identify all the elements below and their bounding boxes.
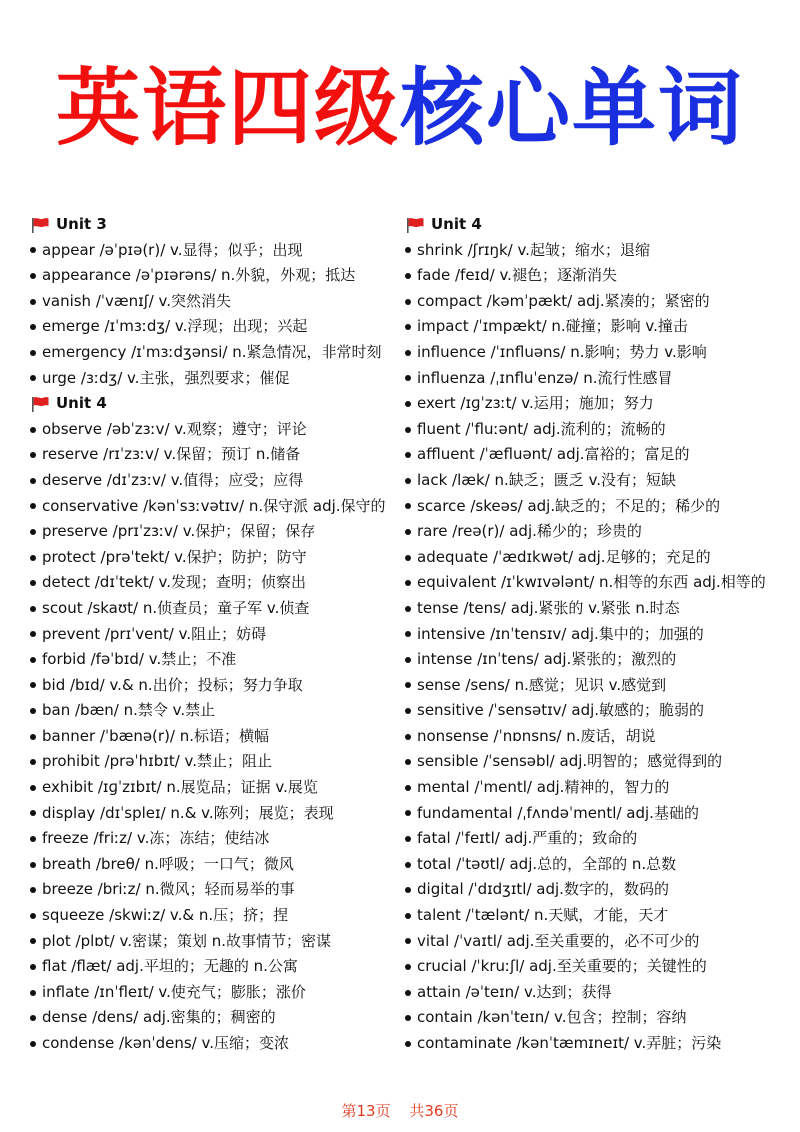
bullet-icon xyxy=(405,529,411,535)
vocab-entry-text: emerge /ɪˈmɜːdʒ/ v.浮现；出现；兴起 xyxy=(42,317,308,336)
vocab-entry xyxy=(405,673,790,699)
vocab-entry-text: tense /tens/ adj.紧张的 v.紧张 n.时态 xyxy=(417,598,680,617)
vocab-entry-text: reserve /rɪˈzɜːv/ v.保留；预订 n.储备 xyxy=(42,445,301,464)
vocab-entry xyxy=(30,570,402,596)
bullet-icon xyxy=(405,299,411,305)
bullet-icon xyxy=(405,810,411,816)
vocab-entry-text: conservative /kənˈsɜːvətɪv/ n.保守派 adj.保守的 xyxy=(42,496,386,515)
vocab-entry-text: plot /plɒt/ v.密谋；策划 n.故事情节；密谋 xyxy=(42,931,332,950)
page-number: 第13页 xyxy=(341,1102,391,1120)
vocab-entry-text: preserve /prɪˈzɜːv/ v.保护；保留；保存 xyxy=(42,522,316,541)
vocab-entry-text: scout /skaʊt/ n.侦查员；童子军 v.侦查 xyxy=(42,598,310,617)
vocab-entry-text: vital /ˈvaɪtl/ adj.至关重要的，必不可少的 xyxy=(417,931,700,950)
vocab-entry-text: affluent /ˈæfluənt/ adj.富裕的；富足的 xyxy=(417,445,690,464)
unit-heading xyxy=(30,212,402,238)
vocab-entry-text: deserve /dɪˈzɜːv/ v.值得；应受；应得 xyxy=(42,470,304,489)
bullet-icon xyxy=(405,1041,411,1047)
unit-heading xyxy=(30,391,402,417)
vocab-entry xyxy=(405,622,790,648)
vocab-entry-text: detect /dɪˈtekt/ v.发现；查明；侦察出 xyxy=(42,573,307,592)
bullet-icon xyxy=(405,503,411,509)
bullet-icon xyxy=(30,734,36,740)
vocab-entry xyxy=(30,903,402,929)
vocab-entry xyxy=(30,673,402,699)
bullet-icon xyxy=(30,580,36,586)
vocab-entry xyxy=(30,442,402,468)
vocab-entry xyxy=(405,749,790,775)
bullet-icon xyxy=(30,862,36,868)
bullet-icon xyxy=(30,375,36,381)
flag-icon xyxy=(30,395,50,413)
vocab-entry xyxy=(405,596,790,622)
bullet-icon xyxy=(405,708,411,714)
vocab-entry xyxy=(30,340,402,366)
bullet-icon xyxy=(405,375,411,381)
vocab-entry xyxy=(405,775,790,801)
vocab-entry-text: sensitive /ˈsensətɪv/ adj.敏感的；脆弱的 xyxy=(417,701,705,720)
bullet-icon xyxy=(30,427,36,433)
vocab-entry-text: ban /bæn/ n.禁令 v.禁止 xyxy=(42,701,216,720)
title-part-blue: 核心单词 xyxy=(400,59,745,157)
page-title xyxy=(0,48,800,168)
vocab-entry-text: freeze /friːz/ v.冻；冻结；使结冰 xyxy=(42,829,270,848)
bullet-icon xyxy=(30,273,36,279)
bullet-icon xyxy=(30,990,36,996)
vocab-entry-text: vanish /ˈvænɪʃ/ v.突然消失 xyxy=(42,291,232,310)
vocab-entry xyxy=(30,622,402,648)
vocab-entry xyxy=(405,314,790,340)
bullet-icon xyxy=(30,887,36,893)
vocab-entry xyxy=(30,1031,402,1057)
vocab-entry-text: adequate /ˈædɪkwət/ adj.足够的；充足的 xyxy=(417,547,711,566)
bullet-icon xyxy=(30,913,36,919)
vocab-entry-text: impact /ˈɪmpækt/ n.碰撞；影响 v.撞击 xyxy=(417,317,688,336)
bullet-icon xyxy=(30,1015,36,1021)
bullet-icon xyxy=(405,1015,411,1021)
bullet-icon xyxy=(405,964,411,970)
vocab-entry xyxy=(30,801,402,827)
vocab-entry xyxy=(30,749,402,775)
vocab-entry xyxy=(405,545,790,571)
vocab-entry xyxy=(30,980,402,1006)
bullet-icon xyxy=(405,427,411,433)
vocab-entry xyxy=(30,263,402,289)
bullet-icon xyxy=(405,759,411,765)
vocab-entry xyxy=(405,519,790,545)
bullet-icon xyxy=(30,1041,36,1047)
vocab-entry-text: shrink /ʃrɪŋk/ v.起皱；缩水；退缩 xyxy=(417,240,650,259)
bullet-icon xyxy=(405,324,411,330)
vocab-entry xyxy=(405,852,790,878)
vocab-entry-text: appear /əˈpɪə(r)/ v.显得；似乎；出现 xyxy=(42,240,303,259)
bullet-icon xyxy=(405,401,411,407)
title-part-red: 英语四级 xyxy=(55,59,400,157)
bullet-icon xyxy=(405,785,411,791)
vocab-entry xyxy=(30,289,402,315)
vocab-entry xyxy=(405,1005,790,1031)
vocab-entry xyxy=(30,314,402,340)
vocab-entry-text: rare /reə(r)/ adj.稀少的；珍贵的 xyxy=(417,522,642,541)
bullet-icon xyxy=(405,657,411,663)
bullet-icon xyxy=(30,299,36,305)
bullet-icon xyxy=(405,631,411,637)
vocab-entry-text: nonsense /ˈnɒnsns/ n.废话，胡说 xyxy=(417,726,656,745)
bullet-icon xyxy=(30,631,36,637)
vocab-entry-text: protect /prəˈtekt/ v.保护；防护；防守 xyxy=(42,547,307,566)
vocab-entry xyxy=(405,647,790,673)
vocab-entry xyxy=(30,366,402,392)
vocab-entry-text: squeeze /skwiːz/ v.& n.压；挤；捏 xyxy=(42,906,289,925)
bullet-icon xyxy=(405,350,411,356)
vocab-entry-text: fade /feɪd/ v.褪色；逐渐消失 xyxy=(417,266,617,285)
bullet-icon xyxy=(30,350,36,356)
vocab-entry-text: prevent /prɪˈvent/ v.阻止；妨碍 xyxy=(42,624,267,643)
vocab-entry xyxy=(405,724,790,750)
vocab-entry-text: breath /breθ/ n.呼吸；一口气；微风 xyxy=(42,854,294,873)
bullet-icon xyxy=(30,785,36,791)
bullet-icon xyxy=(405,862,411,868)
bullet-icon xyxy=(405,478,411,484)
bullet-icon xyxy=(30,657,36,663)
vocab-entry-text: condense /kənˈdens/ v.压缩；变浓 xyxy=(42,1034,289,1052)
unit-heading-label: Unit 4 xyxy=(431,215,482,233)
vocab-entry-text: sense /sens/ n.感觉；见识 v.感觉到 xyxy=(417,675,667,694)
vocab-entry xyxy=(30,724,402,750)
vocab-entry xyxy=(405,980,790,1006)
vocab-entry-text: fatal /ˈfeɪtl/ adj.严重的；致命的 xyxy=(417,829,638,848)
bullet-icon xyxy=(30,606,36,612)
vocab-entry xyxy=(30,519,402,545)
vocab-entry xyxy=(405,698,790,724)
vocab-entry-text: total /ˈtəʊtl/ adj.总的，全部的 n.总数 xyxy=(417,854,677,873)
bullet-icon xyxy=(405,990,411,996)
vocab-entry xyxy=(405,929,790,955)
unit-heading xyxy=(405,212,790,238)
bullet-icon xyxy=(405,887,411,893)
vocab-entry-text: intensive /ɪnˈtensɪv/ adj.集中的；加强的 xyxy=(417,624,704,643)
vocab-entry-text: fluent /ˈfluːənt/ adj.流利的；流畅的 xyxy=(417,419,666,438)
vocab-entry xyxy=(405,417,790,443)
bullet-icon xyxy=(405,606,411,612)
vocab-entry xyxy=(30,852,402,878)
vocab-entry xyxy=(405,391,790,417)
vocab-entry xyxy=(30,775,402,801)
bullet-icon xyxy=(30,452,36,458)
vocab-entry-text: display /dɪˈspleɪ/ n.& v.陈列；展览；表现 xyxy=(42,803,334,822)
vocab-entry xyxy=(30,877,402,903)
left-column xyxy=(30,212,402,1057)
page-footer xyxy=(0,1100,800,1121)
bullet-icon xyxy=(30,708,36,714)
bullet-icon xyxy=(405,836,411,842)
vocab-entry-text: crucial /ˈkruːʃl/ adj.至关重要的；关键性的 xyxy=(417,957,707,976)
vocab-entry-text: inflate /ɪnˈfleɪt/ v.使充气；膨胀；涨价 xyxy=(42,982,306,1001)
vocab-entry xyxy=(30,826,402,852)
bullet-icon xyxy=(30,478,36,484)
vocab-entry xyxy=(405,289,790,315)
vocab-entry xyxy=(405,801,790,827)
vocab-entry xyxy=(405,468,790,494)
vocab-entry-text: compact /kəmˈpækt/ adj.紧凑的；紧密的 xyxy=(417,291,710,310)
vocab-entry xyxy=(30,647,402,673)
bullet-icon xyxy=(30,324,36,330)
right-column xyxy=(405,212,790,1057)
vocab-entry-text: intense /ɪnˈtens/ adj.紧张的；激烈的 xyxy=(417,650,677,669)
vocab-entry xyxy=(405,954,790,980)
vocab-entry-text: forbid /fəˈbɪd/ v.禁止；不准 xyxy=(42,650,237,669)
bullet-icon xyxy=(30,555,36,561)
flag-icon xyxy=(405,216,425,234)
vocab-entry xyxy=(30,238,402,264)
vocab-entry-text: exhibit /ɪɡˈzɪbɪt/ n.展览品；证据 v.展览 xyxy=(42,778,318,797)
vocab-entry-text: influenza /ˌɪnfluˈenzə/ n.流行性感冒 xyxy=(417,368,673,387)
bullet-icon xyxy=(405,734,411,740)
bullet-icon xyxy=(30,759,36,765)
bullet-icon xyxy=(405,938,411,944)
bullet-icon xyxy=(30,964,36,970)
vocab-entry-text: bid /bɪd/ v.& n.出价；投标；努力争取 xyxy=(42,675,303,694)
vocab-entry-text: fundamental /ˌfʌndəˈmentl/ adj.基础的 xyxy=(417,803,699,822)
vocab-entry-text: contain /kənˈteɪn/ v.包含；控制；容纳 xyxy=(417,1008,687,1027)
vocab-entry-text: lack /læk/ n.缺乏；匮乏 v.没有；短缺 xyxy=(417,470,677,489)
bullet-icon xyxy=(30,247,36,253)
vocab-entry-text: contaminate /kənˈtæmɪneɪt/ v.弄脏；污染 xyxy=(417,1034,722,1052)
vocab-entry xyxy=(30,929,402,955)
vocab-entry xyxy=(405,238,790,264)
vocab-entry-text: sensible /ˈsensəbl/ adj.明智的；感觉得到的 xyxy=(417,752,723,771)
vocab-entry-text: breeze /briːz/ n.微风；轻而易举的事 xyxy=(42,880,295,899)
vocab-entry-text: emergency /ɪˈmɜːdʒənsi/ n.紧急情况，非常时刻 xyxy=(42,342,382,361)
vocab-entry xyxy=(405,494,790,520)
vocab-entry xyxy=(405,570,790,596)
vocab-entry xyxy=(405,1031,790,1057)
bullet-icon xyxy=(30,682,36,688)
vocab-entry-text: mental /ˈmentl/ adj.精神的，智力的 xyxy=(417,778,670,797)
bullet-icon xyxy=(30,836,36,842)
vocab-entry xyxy=(405,903,790,929)
vocab-entry xyxy=(30,698,402,724)
bullet-icon xyxy=(405,682,411,688)
vocab-entry-text: attain /əˈteɪn/ v.达到；获得 xyxy=(417,982,612,1001)
bullet-icon xyxy=(405,580,411,586)
vocab-entry-text: influence /ˈɪnfluəns/ n.影响；势力 v.影响 xyxy=(417,342,707,361)
bullet-icon xyxy=(405,555,411,561)
vocab-entry xyxy=(30,417,402,443)
vocab-entry-text: equivalent /ɪˈkwɪvələnt/ n.相等的东西 adj.相等的 xyxy=(417,573,766,592)
bullet-icon xyxy=(30,503,36,509)
total-pages: 共36页 xyxy=(409,1102,459,1120)
vocab-entry-text: prohibit /prəˈhɪbɪt/ v.禁止；阻止 xyxy=(42,752,273,771)
vocab-entry-text: exert /ɪɡˈzɜːt/ v.运用；施加；努力 xyxy=(417,394,654,413)
vocab-entry-text: observe /əbˈzɜːv/ v.观察；遵守；评论 xyxy=(42,419,307,438)
bullet-icon xyxy=(30,938,36,944)
bullet-icon xyxy=(405,273,411,279)
bullet-icon xyxy=(405,247,411,253)
vocab-entry-text: flat /flæt/ adj.平坦的；无趣的 n.公寓 xyxy=(42,957,298,976)
vocab-entry xyxy=(405,877,790,903)
vocab-entry xyxy=(30,1005,402,1031)
bullet-icon xyxy=(405,913,411,919)
vocab-entry-text: banner /ˈbænə(r)/ n.标语；横幅 xyxy=(42,726,270,745)
vocab-entry-text: scarce /skeəs/ adj.缺乏的；不足的；稀少的 xyxy=(417,496,721,515)
vocab-entry xyxy=(405,826,790,852)
vocab-entry-text: appearance /əˈpɪərəns/ n.外貌，外观；抵达 xyxy=(42,266,356,285)
vocab-entry-text: talent /ˈtælənt/ n.天赋，才能，天才 xyxy=(417,906,669,925)
vocab-entry xyxy=(30,494,402,520)
unit-heading-label: Unit 4 xyxy=(56,394,107,413)
bullet-icon xyxy=(405,452,411,458)
vocab-entry xyxy=(30,545,402,571)
unit-heading-label: Unit 3 xyxy=(56,215,107,233)
vocab-entry xyxy=(405,366,790,392)
vocab-entry xyxy=(405,263,790,289)
bullet-icon xyxy=(30,810,36,816)
flag-icon xyxy=(30,216,50,234)
vocab-entry-text: urge /ɜːdʒ/ v.主张，强烈要求；催促 xyxy=(42,368,290,387)
vocab-entry-text: digital /ˈdɪdʒɪtl/ adj.数字的，数码的 xyxy=(417,880,669,899)
vocab-entry xyxy=(405,340,790,366)
vocab-entry xyxy=(405,442,790,468)
vocab-entry xyxy=(30,468,402,494)
vocab-entry xyxy=(30,954,402,980)
vocab-entry-text: dense /dens/ adj.密集的；稠密的 xyxy=(42,1008,276,1027)
vocab-entry xyxy=(30,596,402,622)
bullet-icon xyxy=(30,529,36,535)
